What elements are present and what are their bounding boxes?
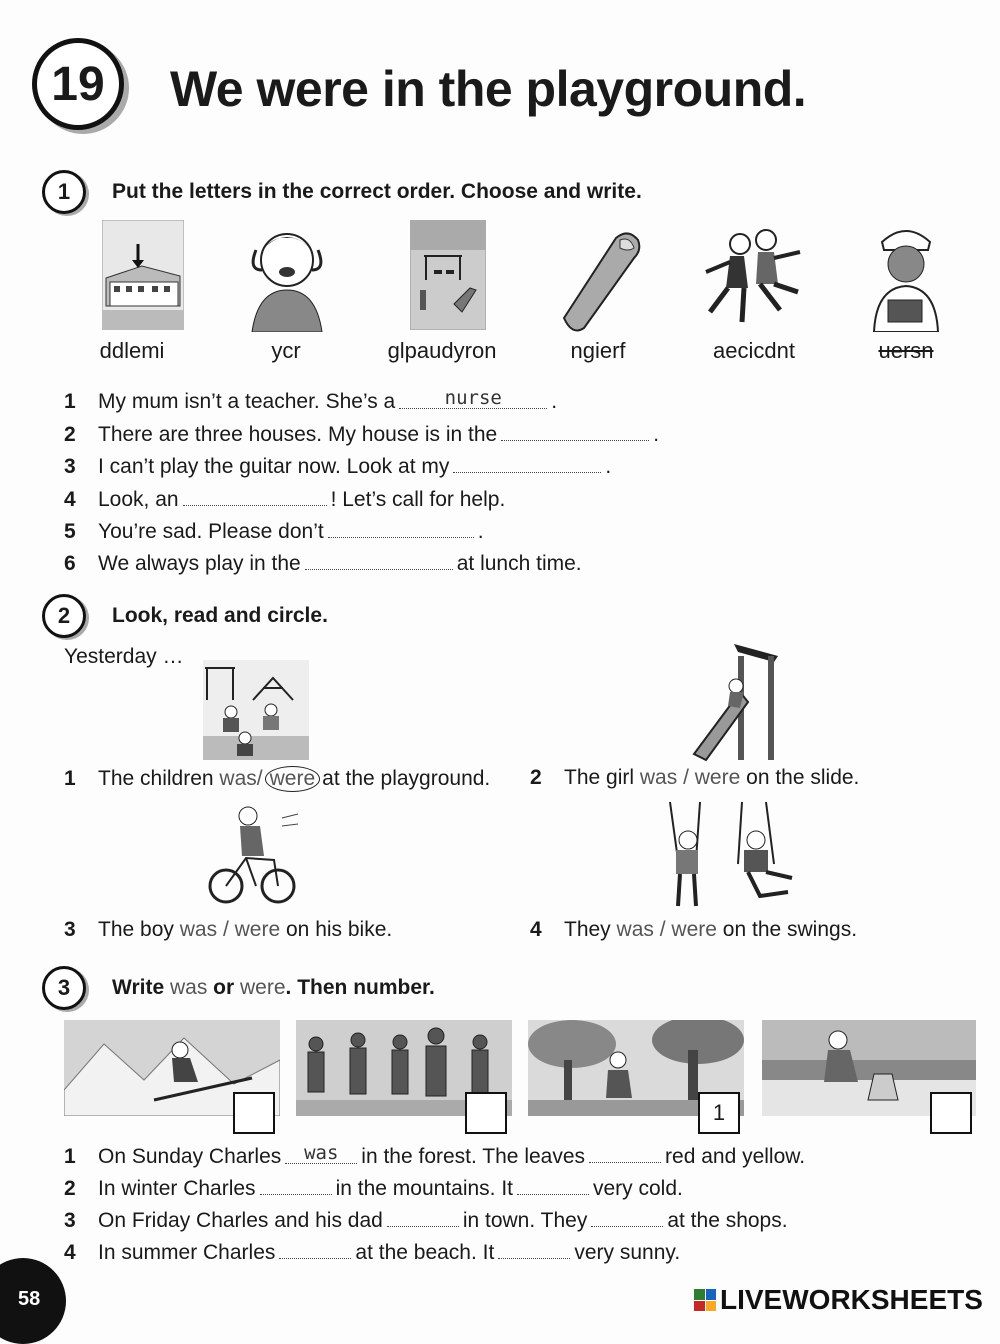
s2-1-option-were-circled[interactable]: were — [265, 766, 321, 792]
s2-sentence-2: 2 The girl was / were on the slide. — [530, 766, 860, 789]
s3-2-answer-b[interactable] — [517, 1176, 589, 1195]
section-3-instruction: Write was or were. Then number. — [112, 976, 435, 999]
s3-1-answer-a[interactable]: was — [285, 1145, 357, 1164]
s1-answer-3[interactable] — [453, 454, 601, 473]
girl-slide-picture — [690, 642, 780, 762]
s3-sentence-3: 3 On Friday Charles and his dad in town. They at the shops. — [64, 1209, 788, 1232]
s1-answer-6[interactable] — [305, 551, 453, 570]
s3-2-answer-a[interactable] — [260, 1176, 332, 1195]
accident-picture — [700, 222, 808, 326]
s3-1-answer-b[interactable] — [589, 1144, 661, 1163]
page-number: 58 — [18, 1288, 41, 1310]
s2-2-option-was[interactable]: was — [639, 766, 678, 789]
s1-answer-5[interactable] — [328, 519, 474, 538]
s2-1-option-was[interactable]: was — [219, 767, 257, 790]
s1-answer-4[interactable] — [183, 487, 327, 506]
scrambled-word-1: ddlemi — [99, 338, 165, 363]
s1-answer-1[interactable]: nurse — [399, 390, 547, 409]
nurse-picture — [866, 220, 946, 332]
page-number-badge — [0, 1258, 66, 1344]
section-3-badge — [42, 966, 86, 1010]
section-2-instruction: Look, read and circle. — [112, 604, 328, 627]
boy-bike-picture — [208, 800, 300, 912]
children-playground-picture — [203, 660, 309, 760]
s1-sentence-4: 4 Look, an ! Let’s call for help. — [64, 488, 506, 511]
scrambled-word-2: ycr — [271, 338, 301, 363]
s3-sentence-2: 2 In winter Charles in the mountains. It very cold. — [64, 1177, 683, 1200]
liveworksheets-logo[interactable] — [694, 1284, 983, 1316]
s1-sentence-6: 6 We always play in the at lunch time. — [64, 552, 582, 575]
s3-4-answer-b[interactable] — [498, 1240, 570, 1259]
section-2-intro: Yesterday … — [64, 645, 184, 668]
unit-number: 19 — [51, 57, 105, 111]
brand-name: LIVEWORKSHEETS — [720, 1284, 983, 1315]
cry-boy-picture — [238, 220, 336, 332]
s3-3-answer-b[interactable] — [591, 1208, 663, 1227]
playground-picture — [410, 220, 486, 330]
page-title: We were in the playground. — [170, 61, 807, 117]
s1-answer-2[interactable] — [501, 422, 649, 441]
section-2-number: 2 — [57, 603, 71, 628]
s3-sentence-1: 1 On Sunday Charles was in the forest. The leaves red and yellow. — [64, 1142, 806, 1168]
s3-sentence-4: 4 In summer Charles at the beach. It very sunny. — [64, 1241, 681, 1264]
s2-sentence-3: 3 The boy was / were on his bike. — [64, 918, 393, 941]
scrambled-word-5: aecicdnt — [713, 338, 795, 363]
section-3-number: 3 — [57, 975, 71, 1000]
s2-3-option-was[interactable]: was — [179, 918, 218, 941]
order-box-4[interactable] — [930, 1092, 972, 1134]
unit-number-badge — [32, 38, 124, 130]
middle-houses-picture — [102, 220, 184, 330]
section-1-number: 1 — [57, 179, 71, 204]
s1-sentence-5: 5 You’re sad. Please don’t . — [64, 520, 484, 543]
brand-logo-icon — [694, 1289, 716, 1311]
s3-4-answer-a[interactable] — [279, 1240, 351, 1259]
children-swings-picture — [648, 800, 798, 912]
section-1-badge — [42, 170, 86, 214]
order-box-2[interactable] — [465, 1092, 507, 1134]
s2-3-option-were[interactable]: were — [234, 918, 281, 941]
s2-4-option-was[interactable]: was — [616, 918, 654, 941]
s3-3-answer-a[interactable] — [387, 1208, 459, 1227]
s2-4-option-were[interactable]: were — [671, 918, 717, 941]
s2-2-option-were[interactable]: were — [694, 766, 741, 789]
finger-picture — [558, 228, 644, 332]
s1-sentence-3: 3 I can’t play the guitar now. Look at my . — [64, 455, 612, 478]
s2-sentence-1: 1 The children was / were at the playground. — [64, 767, 491, 790]
s1-sentence-1: 1 My mum isn’t a teacher. She’s a nurse . — [64, 387, 558, 413]
s2-sentence-4: 4 They was / were on the swings. — [530, 918, 858, 941]
order-box-3[interactable]: 1 — [698, 1092, 740, 1134]
section-2-badge — [42, 594, 86, 638]
section-1-instruction: Put the letters in the correct order. Choose and write. — [112, 180, 642, 203]
order-box-1[interactable] — [233, 1092, 275, 1134]
scrambled-word-6-used: uersn — [878, 338, 934, 363]
scrambled-word-3: glpaudyron — [387, 338, 497, 363]
s1-sentence-2: 2 There are three houses. My house is in the . — [64, 423, 660, 446]
scrambled-word-4: ngierf — [570, 338, 626, 363]
